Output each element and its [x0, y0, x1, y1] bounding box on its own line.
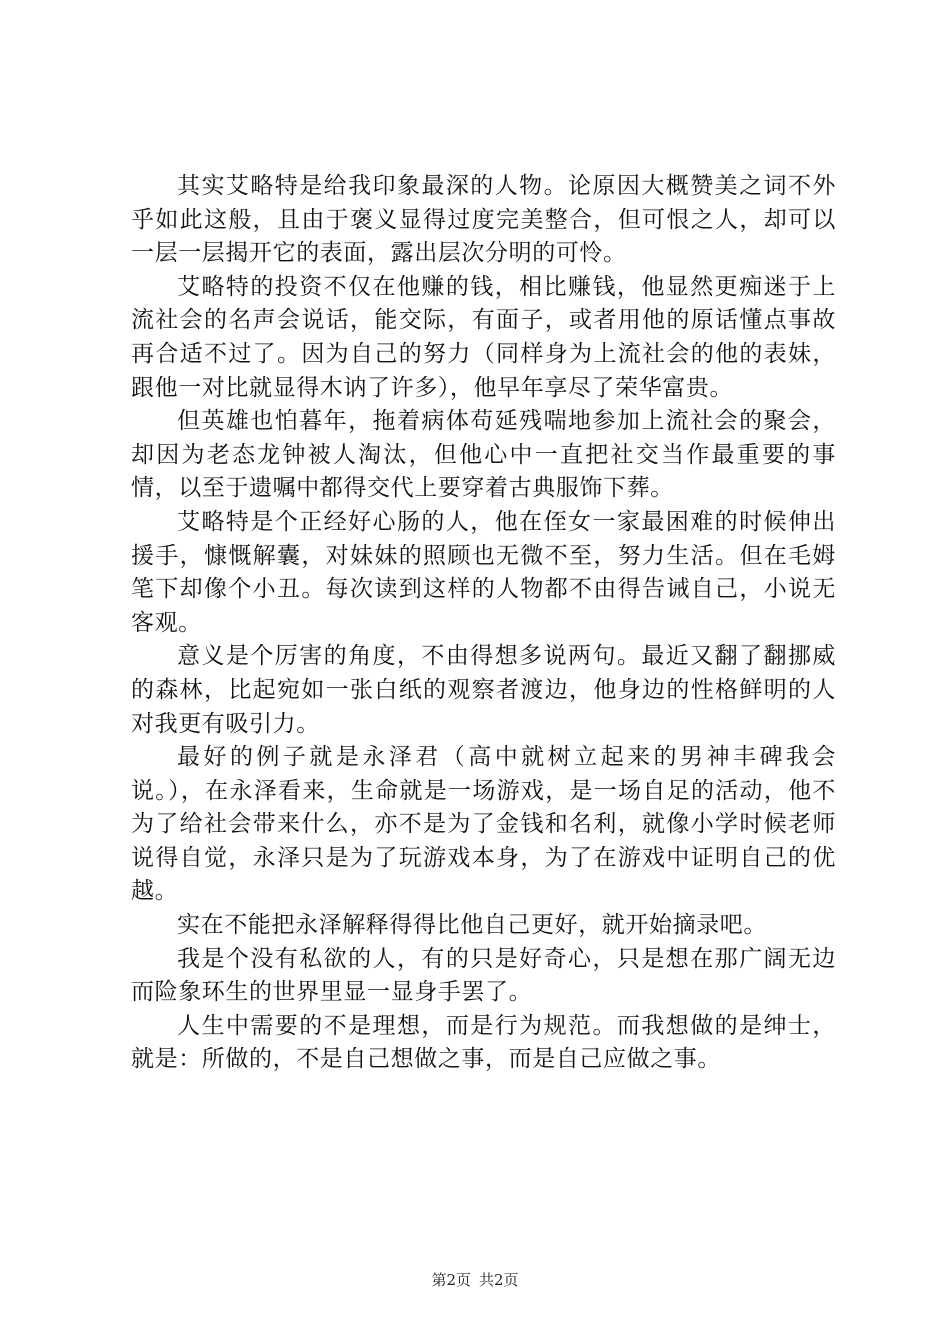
- paragraph-5: 意义是个厉害的角度，不由得想多说两句。最近又翻了翻挪威的森林，比起宛如一张白纸的观察者渡边，他身边的性格鲜明的人对我更有吸引力。: [131, 643, 836, 737]
- page-number: 第2页: [431, 1271, 471, 1289]
- page-footer: [0, 1270, 950, 1290]
- paragraph-6: 最好的例子就是永泽君（高中就树立起来的男神丰碑我会说。），在永泽看来，生命就是一场游戏，是一场自足的活动，他不为了给社会带来什么，亦不是为了金钱和名利，就像小学时候老师说得自觉，永泽只是为了玩游戏本身，为了在游戏中证明自己的优越。: [131, 744, 836, 905]
- paragraph-8: 我是个没有私欲的人，有的只是好奇心，只是想在那广阔无边而险象环生的世界里显一显身手罢了。: [131, 945, 836, 1006]
- document-body: [131, 170, 836, 1077]
- paragraph-3: 但英雄也怕暮年，拖着病体苟延残喘地参加上流社会的聚会，却因为老态龙钟被人淘汰，但他心中一直把社交当作最重要的事情，以至于遗嘱中都得交代上要穿着古典服饰下葬。: [131, 408, 836, 502]
- paragraph-7: 实在不能把永泽解释得得比他自己更好，就开始摘录吧。: [177, 912, 767, 939]
- paragraph-4: 艾略特是个正经好心肠的人，他在侄女一家最困难的时候伸出援手，慷慨解囊，对妹妹的照顾也无微不至，努力生活。但在毛姆笔下却像个小丑。每次读到这样的人物都不由得告诫自己，小说无客观。: [131, 508, 836, 636]
- page-total: 共2页: [479, 1271, 519, 1289]
- paragraph-1: 其实艾略特是给我印象最深的人物。论原因大概赞美之词不外乎如此这般，且由于褒义显得过度完美整合，但可恨之人，却可以一层一层揭开它的表面，露出层次分明的可怜。: [131, 173, 836, 267]
- paragraph-9: 人生中需要的不是理想，而是行为规范。而我想做的是绅士，就是：所做的，不是自己想做之事，而是自己应做之事。: [131, 1012, 836, 1073]
- paragraph-2: 艾略特的投资不仅在他赚的钱，相比赚钱，他显然更痴迷于上流社会的名声会说话，能交际，有面子，或者用他的原话懂点事故再合适不过了。因为自己的努力（同样身为上流社会的他的表妹，跟他一对比就显得木讷了许多），他早年享尽了荣华富贵。: [131, 273, 836, 401]
